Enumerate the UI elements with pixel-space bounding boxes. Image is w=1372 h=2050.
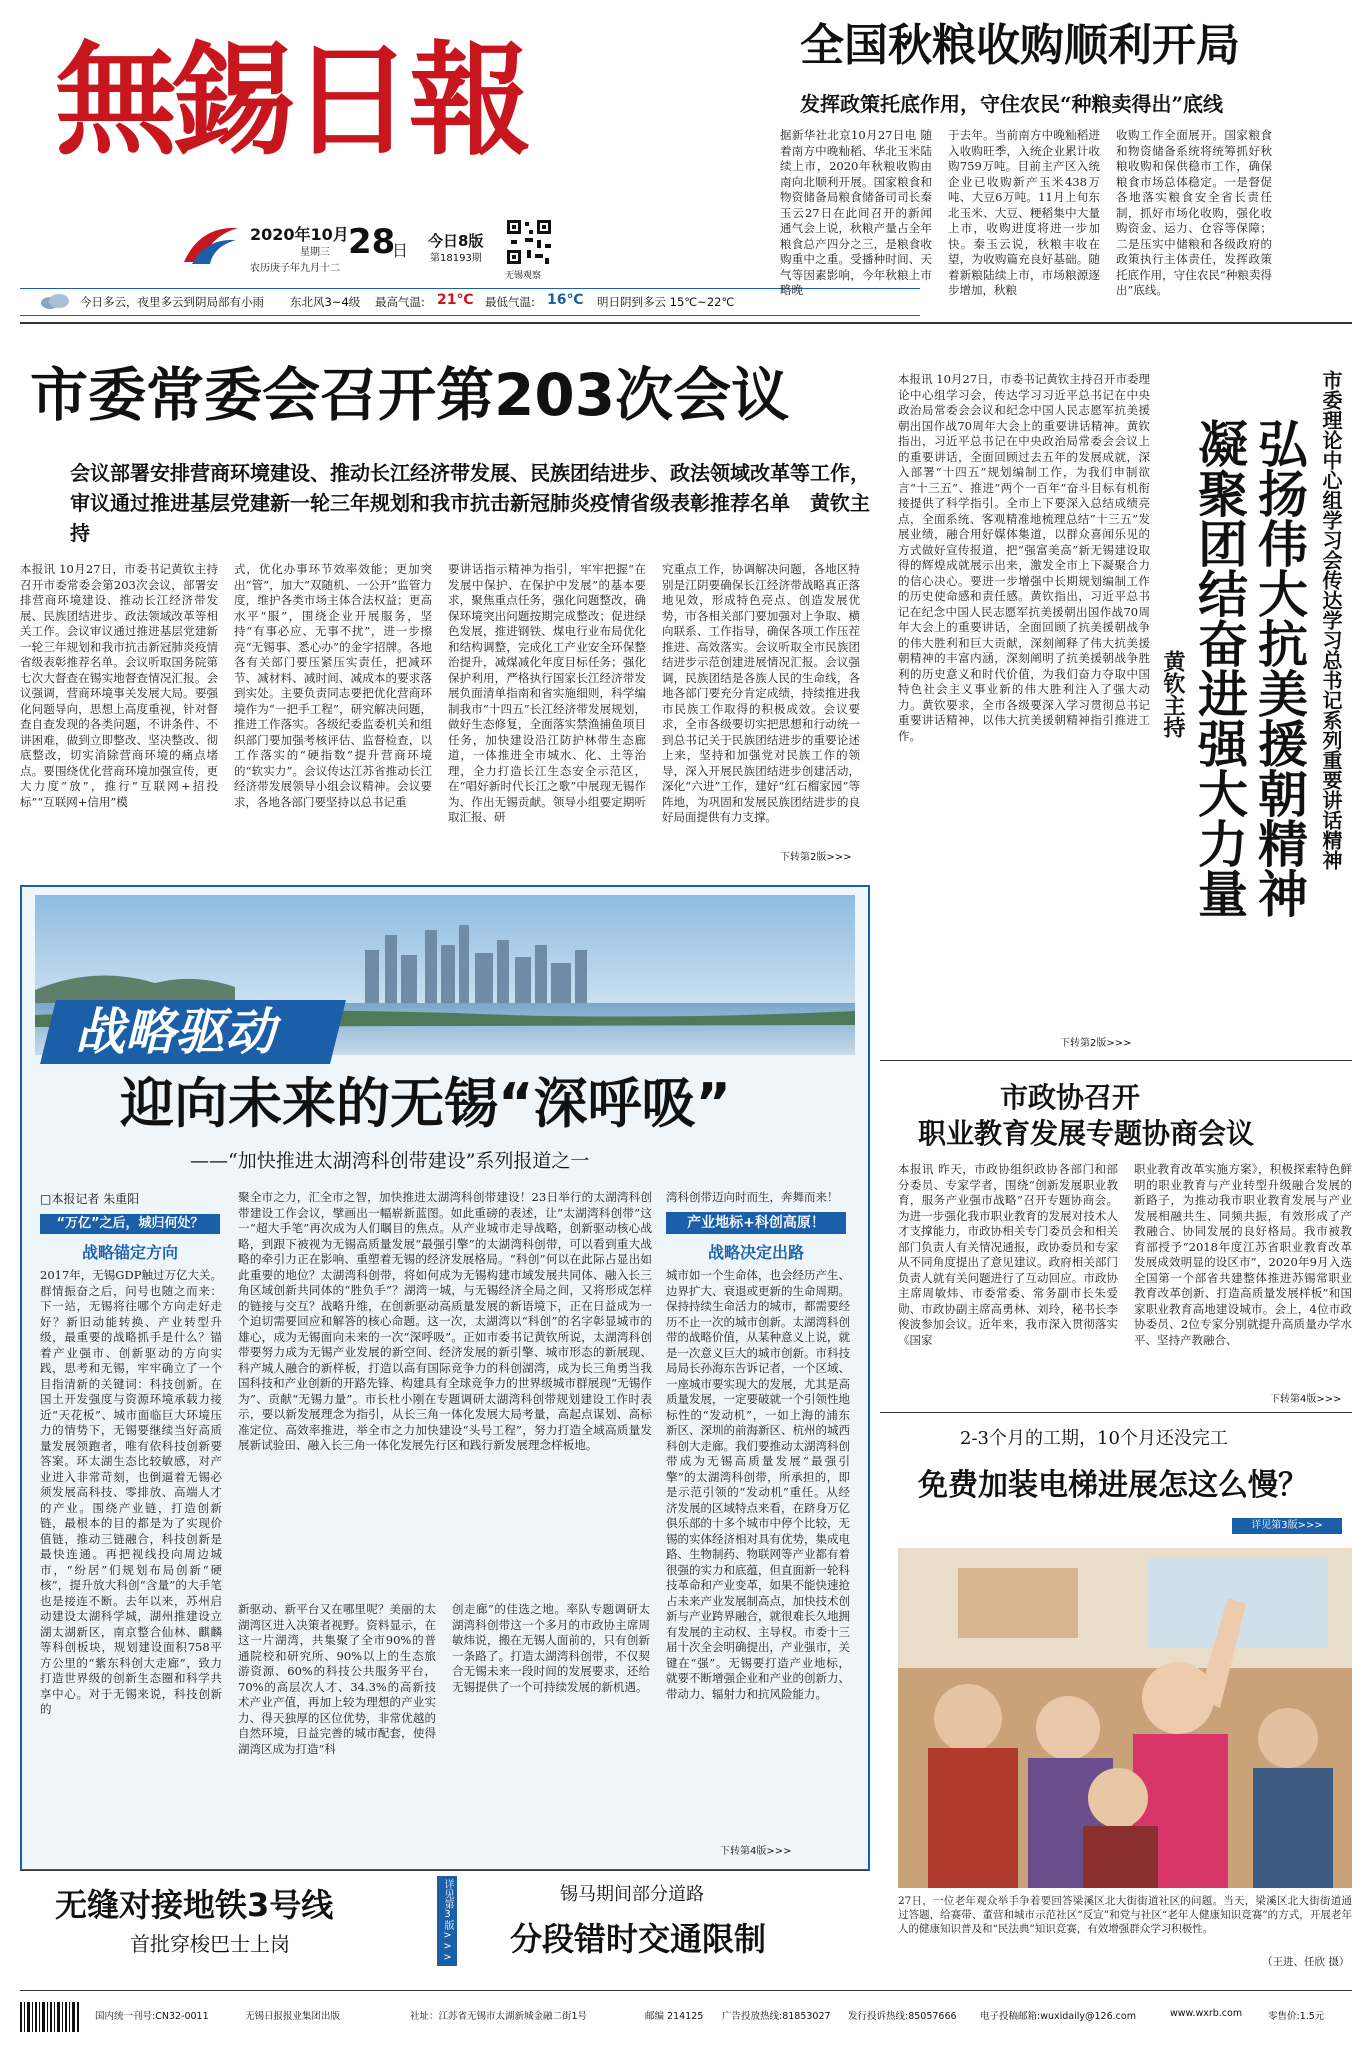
- theory-byline: 黄钦主持: [1160, 650, 1186, 738]
- feature-series: ——“加快推进太湖湾科创带建设”系列报道之一: [190, 1150, 590, 1172]
- feature-col-3: 创走廊”的佳选之地。率队专题调研太湖湾科创带这一个多月的市政协主席周敏炜说，搬在无锡人面前的，只有创新一条路了。打造太湖湾科创带，不仅契合无锡未来一段时间的发展要求，还给无锡提供了一个可持续发展的新机遇。: [452, 1602, 650, 1694]
- feature-tag-text: 战略驱动: [75, 1003, 275, 1061]
- footer-item: 社址：江苏省无锡市太湖新城金融二街1号: [410, 2011, 588, 2022]
- elevator-jump-link[interactable]: 详见第3版>>>: [1232, 1518, 1342, 1534]
- cppcc-col-1: 本报讯 昨天，市政协组织政协各部门和部分委员、专家学者，围绕“创新发展职业教育，服务产业强市战略”召开专题协商会。为进一步强化我市职业教育的发展对技术人才支撑能力，市政协相关专门委员会和相关部门负责人有关情况通报，政协委员和专家从不同角度提出了意见建议。政府相关部门负责人就有关问题进行了互动回应。市政协主席周敏炜、市委常委、常务副市长朱爱勋、市政协副主席高勇林、刘玲，秘书长李俊波参加会议。近年来，我市深入贯彻落实《国家: [898, 1162, 1118, 1347]
- main-jump-link[interactable]: 下转第2版>>>: [780, 852, 852, 863]
- photo-credit: （王进、任欣 摄）: [1262, 1956, 1350, 1968]
- cppcc-headline-1[interactable]: 市政协召开: [1000, 1081, 1141, 1114]
- feature-col-4a: 湾科创带迈向时而生，奔舞而来！: [666, 1190, 839, 1204]
- footer-item: 无锡日报报业集团出版: [245, 2011, 341, 2022]
- weather-low-label: 最低气温:: [485, 295, 535, 309]
- bottom-left-subhead: 首批穿梭巴士上岗: [130, 1932, 290, 1956]
- lead-top-col-3: 收购工作全面展开。国家粮食和物资储备系统将统筹抓好秋粮收购和保供稳市工作，确保粮食市场总体稳定。一是督促各地落实粮食安全省长责任制，抓好市场化收购，强化收购资金、运力、仓容等保障；二是压实中储粮和各级政府的政策执行主体责任，发挥政策托底作用，守住农民“种粮卖得出”底线。: [1116, 128, 1272, 297]
- theory-kicker: 市委理论中心组学习会传达学习总书记系列重要讲话精神: [1319, 370, 1343, 870]
- issue-day-unit: 日: [392, 241, 409, 260]
- footer-item: 邮编 214125: [645, 2011, 704, 2022]
- bottom-right-kicker: 锡马期间部分道路: [560, 1884, 704, 1905]
- divider: [880, 1412, 1352, 1413]
- issue-number: 第18193期: [430, 253, 482, 264]
- lunar-date: 农历庚子年九月十二: [250, 263, 340, 274]
- bottom-right-headline[interactable]: 分段错时交通限制: [510, 1920, 767, 1958]
- cppcc-headline-2[interactable]: 职业教育发展专题协商会议: [918, 1117, 1255, 1150]
- theory-jump-link[interactable]: 下转第2版>>>: [1060, 1038, 1132, 1049]
- footer-item[interactable]: www.wxrb.com: [1170, 2008, 1243, 2019]
- weather-high: 21℃: [437, 292, 474, 308]
- weather-tomorrow: 明日阴到多云 15℃~22℃: [597, 295, 735, 309]
- feature-col-4: 城市如一个生命体，也会经历产生、边界扩大、衰退或更新的生命周期。保持持续生命活力的城市，都需要经历不止一次的城市创新。太湖湾科创带的战略价值，从某种意义上说，就是一次意义巨大的城市创新。市科技局局长孙海东告诉记者，一个区域、一座城市要实现大的发展，尤其是高质量发展，一定要破就一个引领性地标性的“发动机”，一如上海的浦东新区、深圳的前海新区、杭州的城西科创大走廊。我们要推动太湖湾科创带成为无锡高质量发展“最强引擎”的太湖湾科创带，所承担的，即是示范引领的“发动机”重任。从经济发展的区域特点来看，在跻身万亿俱乐部的十多个城市中停个比较，无锡的实体经济相对具有优势，集成电路、生物制药、物联网等产业都有着很强的实力和底蕴，但直面新一轮科技革命和产业变革，如果不能快速抢占未来产业发展制高点，加快技术创新与产业跨界融合，就很难长久地拥有发展的主动权、主导权。市委十三届十次全会明确提出，产业强市，关键在“强”。无锡要打造产业地标，就要不断增强企业和产业的创新力、带动力、辐射力和抗风险能力。: [666, 1268, 850, 1701]
- masthead-logo: 無錫日報: [55, 28, 527, 172]
- qr-caption: 无锡观察: [505, 271, 542, 281]
- feature-intro: 聚全市之力，汇全市之智，加快推进太湖湾科创带建设！23日举行的太湖湾科创带建设工作会议，擘画出一幅崭新蓝图。如此重磅的表述，让“太湖湾科创带”这一“超大手笔”再次成为人们瞩目的焦点。从产业城市走导战略，创新驱动核心战略，到跟下被视为无锡高质量发展“最强引擎”的太湖湾科创带，可以看到重大战略的牵引力正在影响、重塑着无锡的经济发展格局。“科创”何以在此际占显出如此重要的地位？太湖湾科创带，将如何成为无锡构建市域发展共同体、融入长三角区域创新共同体的“胜负手”？湖湾一城，与无锡经济全局之间，又将形成怎样的链接与交互？战略升维，在创新驱动高质量发展的新语境下，正在日益成为一个迫切需要回应和解答的核心命题。这一次，太湖湾以“科创”的名字彰显城市的雄心，成为无锡面向未来的一次“深呼吸”。正如市委书记黄钦所说，太湖湾科创带要努力成为无锡产业发展的新空间、经济发展的新引擎、城市形态的新展现、科产城人融合的新样板，打造以高有国际竞争力的科创湖湾，成为长三角勇当我国科技和产业创新的开路先锋、构建具有全球竞争力的世界级城市群展现“无锡作为”、贡献“无锡力量”。市长杜小刚在专题调研太湖湾科创带规划建设工作时表示，要以新发展理念为指引，从长三角一体化发展大局考量，高起点谋划、高标准定位、高效率推进，举全市之力加快建设“头号工程”，努力打造全域高质量发展新试验田、融入长三角一体化发展先行区和践行新发展理念样板地。: [238, 1190, 652, 1452]
- main-col-1: 本报讯 10月27日，市委书记黄钦主持召开市委常委会第203次会议，部署安排营商环境建设、推动长江经济带发展、民族团结进步、政法领域改革等相关工作。会议审议通过推进基层党建新一轮三年规划和我市抗击新冠肺炎疫情省级表彰推荐名单。会议听取国务院第七次大督查在锡实地督查情况汇报。会议强调，营商环境事关发展大局。要强化问题导向，思想上高度重视，针对督查自查发现的各类问题，不讲条件、不讲困难，做到立即整改、坚决整改、彻底整改，切实消除营商环境的痛点堵点。要围绕优化营商环境加强宣传，更大力度“放”，推行“互联网+招投标”“互联网+信用”模: [20, 562, 218, 809]
- lead-top-subhead: 发挥政策托底作用，守住农民“种粮卖得出”底线: [800, 92, 1224, 116]
- feature-col-2: 新驱动、新平台又在哪里呢？美丽的太湖湾区进入决策者视野。资料显示，在这一片湖湾，共集聚了全市90%的普通院校和研究所、90%以上的生态旅游资源、60%的科技公共服务平台，70%的高层次人才、34.3%的高新技术产业产值，再加上较为理想的产业实力、得天独厚的区位优势，非常优越的自然环境，日益完善的城市配套，使得湖湾区成为打造“科: [238, 1602, 436, 1756]
- barcode-icon: [20, 2002, 80, 2032]
- newspaper-emblem-icon: [180, 218, 244, 268]
- lead-top-headline[interactable]: 全国秋粮收购顺利开局: [800, 20, 1240, 71]
- footer-item[interactable]: 电子投稿邮箱:wuxidaily@126.com: [980, 2011, 1136, 2022]
- theory-headline-2[interactable]: 凝聚团结奋进强大力量: [1190, 418, 1248, 918]
- elevator-kicker: 2-3个月的工期，10个月还没完工: [960, 1428, 1228, 1449]
- issue-day: 28: [348, 222, 396, 262]
- main-col-2: 式，优化办事环节效率效能；更加突出“管”，加大“双随机、一公开”监管力度，维护各类市场主体合法权益；更高水平“服”，围绕企业开展服务，坚持“有事必应、无事不扰”，进一步擦亮“无锡事、悉心办”的金字招牌。各地各有关部门要压紧压实责任，把减环节、减材料、减时间、减成本的要求落到实处。主要负责同志要把优化营商环境作为“一把手工程”，研究解决问题，推进工作落实。各级纪委监委机关和组织部门要加强考核评估、监督检查，以工作落实的“硬指数”提升营商环境的“软实力”。会议传达江苏省推动长江经济带发展领导小组会议精神。会议要求，各地各部门要坚持以总书记重: [234, 562, 432, 809]
- cppcc-jump-link[interactable]: 下转第4版>>>: [1270, 1394, 1342, 1405]
- qr-code-icon[interactable]: [505, 218, 553, 266]
- divider: [20, 1990, 1352, 1991]
- main-col-3: 要讲话指示精神为指引，牢牢把握“在发展中保护、在保护中发展”的基本要求，聚焦重点任务，强化问题整改，确保环境突出问题按期完成整改；促进绿色发展，推进钢铁、煤电行业布局优化和结构调整，完成化工产业安全环保整治提升，减煤减化年度目标任务；强化保护利用，严格执行国家长江经济带发展负面清单指南和省实施细则，科学编制我市“十四五”长江经济带发展规划，做好生态修复，全面落实禁渔捕鱼项目任务，加快建设沿江防护林带生态廊道，一体推进全市城水、化、土等治理，全力打造长江生态安全示范区，在“唱好新时代长江之歌”中展现无锡作为、作出无锡贡献。领导小组要定期听取汇报、研: [448, 562, 646, 824]
- photo-caption: 27日，一位老年观众举手争着要回答梁溪区北大街街道社区的问题。当天，梁溪区北大街街道通过答题，给赛带、董营和城市示范社区“反宣”和党与社区“老年人健康知识竞赛”的方式，开展老年人的健康知识普及和“民法典”知识竞赛，有效增强群众学习积极性。: [898, 1895, 1352, 1935]
- weather-low: 16℃: [547, 292, 584, 308]
- divider: [20, 1870, 866, 1871]
- theory-headline-1[interactable]: 弘扬伟大抗美援朝精神: [1250, 418, 1308, 918]
- feature-sub2b: 战略决定出路: [707, 1243, 804, 1262]
- main-col-4: 究重点工作，协调解决问题，各地区特别是江阴要确保长江经济带战略真正落地见效，形成特色亮点、创造发展优势，市各相关部门要加强对上争取、横向联系、工作指导，确保各项工作压茬推进、高效落实。会议听取全市民族团结进步示范创建进展情况汇报。会议强调，民族团结是各族人民的生命线，各地各部门要充分肯定成绩，持续推进我市民族工作取得的积极成效。会议要求，全市各级要切实把思想和行动统一到总书记关于民族团结进步的重要论述上来，坚持和加强党对民族工作的领导，深入开展民族团结进步创建活动，深化“六进”工作，建好“红石榴家园”等阵地，为巩固和发展民族团结进步的良好局面提供有力支撑。: [662, 562, 860, 824]
- lead-top-col-1: 据新华社北京10月27日电 随着南方中晚籼稻、华北玉米陆续上市，2020年秋粮收购由南向北顺利开展。国家粮食和物资储备局粮食储备司司长秦玉云27日在此间召开的新闻通气会上说，秋粮产量占全年粮食总产四分之三，是粮食收购重中之重。受播种时间、天气等因素影响，今年秋粮上市略晚: [780, 128, 932, 297]
- cppcc-col-2: 职业教育改革实施方案》，积极探索特色鲜明的职业教育与产业转型升级融合发展的新路子，为推动我市职业教育发展与产业发展相融共生、同频共振，有效形成了产教融合、协同发展的良好格局。我市被教育部授予“2018年度江苏省职业教育改革发展成效明显的设区市”，2020年9月入选全国第一个部省共建整体推进苏锡常职业教育改革创新、打造高质量发展样板”和国家职业教育高地建设城市。会上，4位市政协委员、2位专家分别就提升高质量办学水平、坚持产教融合、: [1134, 1162, 1352, 1347]
- weather-high-label: 最高气温:: [375, 295, 425, 309]
- bottom-center-jump[interactable]: 详见第3版>>>: [437, 1876, 457, 1966]
- elderly-quiz-photo: [898, 1548, 1352, 1888]
- divider: [880, 1060, 1352, 1061]
- bottom-left-headline[interactable]: 无缝对接地铁3号线: [55, 1886, 334, 1924]
- issue-date: 2020年10月: [250, 225, 349, 244]
- main-headline[interactable]: 市委常委会召开第203次会议: [30, 361, 790, 429]
- lead-top-col-2: 于去年。当前南方中晚籼稻进入收购旺季，入统企业累计收购759万吨。目前主产区入统企业已收购新产玉米438万吨、大豆6万吨。11月上旬东北玉米、大豆、粳稻集中大量上市，收购进度将进一步加快。秦玉云说，秋粮丰收在望，为收购篇充良好基础。随着新粮陆续上市，市场粮源逐步增加，秋粮: [948, 128, 1100, 297]
- feature-sub1: “万亿”之后，城归何处？: [40, 1214, 220, 1234]
- elevator-headline[interactable]: 免费加装电梯进展怎这么慢？: [918, 1468, 1308, 1503]
- feature-headline[interactable]: 迎向未来的无锡“深呼吸”: [120, 1072, 731, 1135]
- footer-item: 零售价:1.5元: [1268, 2011, 1325, 2022]
- feature-jump-link[interactable]: 下转第4版>>>: [720, 1846, 792, 1857]
- edition-count: 今日8版: [428, 232, 484, 250]
- feature-sub2: 产业地标+科创高原！: [666, 1212, 846, 1234]
- main-deck: 会议部署安排营商环境建设、推动长江经济带发展、民族团结进步、政法领域改革等工作，审议通过推进基层党建新一轮三年规划和我市抗击新冠肺炎疫情省级表彰推荐名单 黄钦主持: [70, 461, 870, 545]
- footer-item: 广告投放热线:81853027: [722, 2011, 831, 2022]
- feature-col-1: 2017年，无锡GDP触过万亿大关。群情振奋之后，问号也随之而来：下一站，无锡将往哪个方向走好走好？新旧动能转换、产业转型升级，最重要的战略抓手是什么？锚着产业强市、创新驱动的方向实践，思考和无锡，牢牢确立了一个目指清新的关键词：科技创新。在国土开发强度与资源环境承载力接近“天花板”、城市面临巨大环境压力的情势下，无锡要继续当好高质量发展领跑者，唯有依科技创新要答案。环太湖生态比较敏感，对产业进入非常苛刻，也倒逼着无锡必须发展高科技、零排放、高端人才的产业。围绕产业链，打造创新链，最根本的目的都是为了实现价值链，推动三链融合，科技创新是最快连通。再把视线投向周边城市，“纷居”们规划布局创新“硬核”，提升放大科创“含量”的大手笔也是接连不断。去年以来，苏州启动建设太湖科学城，湖州推建设立湖太湖新区，南京整合仙林、麒麟等科创板块，规划建设面积758平方公里的“紫东科创大走廊”，致力打造世界级的创新生态圈和科学共享中心。对于无锡来说，科技创新的: [40, 1268, 222, 1716]
- feature-byline: □本报记者 朱重阳: [40, 1192, 140, 1206]
- footer-item: 发行投诉热线:85057666: [848, 2011, 957, 2022]
- divider: [20, 322, 1352, 324]
- weather-wind: 东北风3~4级: [290, 295, 361, 309]
- footer-item: 国内统一刊号:CN32-0011: [95, 2011, 209, 2022]
- cloud-icon: [38, 292, 72, 310]
- issue-weekday: 星期三: [300, 247, 330, 258]
- theory-body: 本报讯 10月27日，市委书记黄钦主持召开市委理论中心组学习会，传达学习习近平总书记在中央政治局常委会会议和纪念中国人民志愿军抗美援朝出国作战70周年大会上的重要讲话精神。黄钦指出，习近平总书记在中央政治局常委会会议上的重要讲话，全面回顾过去五年的发展成就，深入部署“十四五”规划编制工作，为我们申制欲言“十三五”、推进“两个一百年”奋斗目标有机衔接提供了科学指引。全市上下要深入总结成绩亮点，全面系统、客观精准地梳理总结“十三五”发展业绩，融合用好媒体集道，以群众喜闻乐见的方式做好宣传报道，把“强富美高”新无锡建设取得的辉煌成就展示出来，激发全市上下凝聚合力的信心决心。要进一步增强中长期规划编制工作的历史使命感和责任感。黄钦指出，习近平总书记在纪念中国人民志愿军抗美援朝出国作战70周年大会上的重要讲话，全面回顾了抗美援朝战争的伟大胜利和巨大贡献，深刻阐释了伟大抗美援朝精神的丰富内涵，深刻阐明了抗美援朝战争胜利的历史意义和时代价值，为我们奋力夺取中国特色社会主义事业新的伟大胜利注入了强大动力。黄钦要求，全市各级要深入学习贯彻总书记重要讲话精神，以伟大抗美援朝精神指引推进工作。: [898, 372, 1150, 743]
- weather-text: 今日多云，夜里多云到阴局部有小雨: [80, 295, 264, 309]
- feature-sub1b: 战略锚定方向: [81, 1243, 178, 1262]
